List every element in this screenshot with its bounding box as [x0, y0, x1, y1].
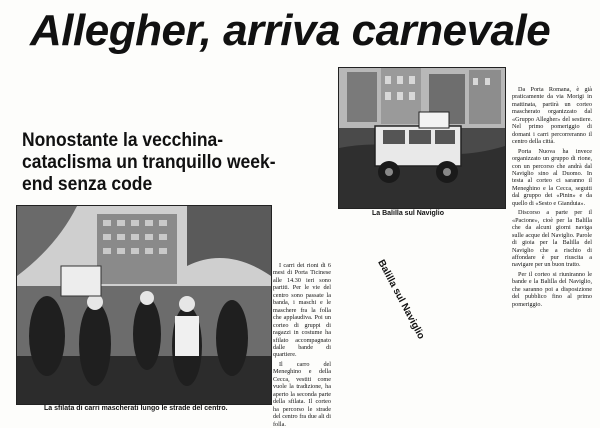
subheadline: Nonostante la vecchina-cataclisma un tranquillo week-end senza code [22, 130, 276, 195]
article-column-right [512, 86, 592, 416]
article-paragraph: Il carro del Meneghino e della Cecca, vestiti come vuole la tradizione, ha aperto la seconda parte della sfilata. Il corteo ha percorso le strade del centro fra due ali di folla. [273, 360, 331, 428]
article-paragraph: Da Porta Romana, è già praticamente da via Morigi in mattinata, partirà un corteo mascherato organizzato dal «Gruppo Allegher» del sestiere. Nel primo pomeriggio di domani i carri percorreranno il centro della città. [512, 86, 592, 146]
balilla-photo-drawing [339, 68, 505, 208]
parade-photo-drawing [17, 206, 271, 404]
article-paragraph: Porta Nuova ha invece organizzato un gruppo di rione, con un percorso che andrà dal Naviglio sino al Duomo. In testa al corteo ci saranno il Meneghino e la Cecca, seguiti dal gruppo dei «Pinin» e da quello di «Sesto e Gianduia». [512, 147, 592, 207]
balilla-photo [338, 67, 506, 209]
parade-photo [16, 205, 272, 405]
balilla-photo-caption: La Balilla sul Naviglio [372, 210, 444, 217]
parade-photo-caption: La sfilata di carri mascherati lungo le strade del centro. [44, 405, 228, 412]
article-paragraph: Per il corteo si riuniranno le bande e la Balilla del Naviglio, che saranno poi a disposizione del pubblico fino al primo pomeriggio. [512, 270, 592, 308]
article-paragraph: Discorso a parte per il «Pacione», cioè per la Balilla che da alcuni giorni naviga sulle acque del Naviglio. Parole di gioia per la Balilla del Naviglio che a rischio di affondare è pur riuscita a navigare per un buon tratto. [512, 209, 592, 269]
headline: Allegher, arriva carnevale [30, 6, 551, 55]
side-label: Balilla sul Naviglio [375, 258, 427, 342]
article-paragraph: I carri dei rioni di 6 mesi di Porta Ticinese alle 14.30 ieri sono partiti. Per le vie del centro sono passate la banda, i maschi e le maschere fra la folla che applaudiva. Poi un corteo di gruppi di ragazzi in costume ha sfilato accompagnato dalle bande di quartiere. [273, 262, 331, 359]
article-column-middle [273, 262, 331, 428]
